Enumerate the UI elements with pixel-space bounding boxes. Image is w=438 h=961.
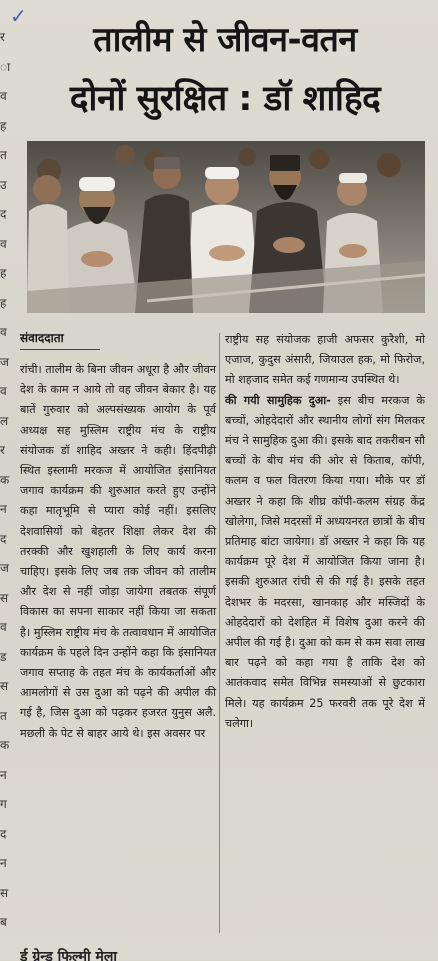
fragment-char: क — [0, 738, 10, 752]
headline-line-2: दोनों सुरक्षित : डॉ शाहिद — [69, 79, 381, 119]
article-subhead: की गयी सामुहिक दुआ- — [225, 393, 331, 407]
fragment-char: व — [0, 325, 7, 339]
fragment-char: ड — [0, 649, 7, 664]
event-photo — [27, 141, 425, 313]
fragment-char: उ — [0, 177, 7, 192]
checkmark-icon: ✓ — [10, 4, 27, 28]
fragment-char: द — [0, 531, 7, 546]
event-photo-illustration — [27, 141, 425, 313]
fragment-char: व — [0, 620, 7, 634]
fragment-char: ल — [0, 413, 9, 428]
fragment-char: ब — [0, 915, 7, 929]
fragment-char: व — [0, 236, 7, 251]
fragment-char: त — [0, 148, 7, 162]
fragment-char: द — [0, 826, 7, 841]
fragment-char: ह — [0, 118, 7, 133]
article-paragraph-right-2 — [225, 391, 425, 734]
column-divider — [219, 333, 220, 933]
headline-line-1: तालीम से जीवन-वतन — [93, 20, 357, 60]
fragment-char: ा — [0, 59, 11, 74]
article-paragraph-right-2-text: इस बीच मरकज के बच्चों, ओहदेदारों और स्थानीय लोगों संग मिलकर मंच ने सामुहिक दुआ की। इसके बाद तकरीबन सौ बच्चों के बीच मंच की ओर से किताब, कॉपी, कलम व फल वितरण किया गया। मौके पर डॉ अख्तर ने कहा कि शीघ्र कॉपी-कलम संग्रह केंद्र खोलेगा, जिसे मदरसों में अध्ययनरत छात्रों के बीच प्रतिमाह बांटा जायेगा। डॉ अख्तर ने कहा कि यह कार्यक्रम पूरे देश में आयोजित किया जाना है। इसकी शुरुआत रांची से की गई है। इसके तहत देशभर के मदरसा, खानकाह और मस्जिदों के ओहदेदारों को देशहित में विशेष दुआ करने की अपील की गई है। दुआ को कम से कम सवा लाख बार पढ़ने को कहा गया है ताकि देश को आतंकवाद समेत विभिन्न समस्याओं से छुटकारा मिले। यह कार्यक्रम 25 फरवरी तक पूरे देश में चलेगा। — [225, 393, 425, 730]
article-left-column — [20, 330, 216, 744]
fragment-char: त — [0, 708, 7, 723]
fragment-char: क — [0, 472, 10, 487]
article-paragraph-left: रांची। तालीम के बिना जीवन अधूरा है और जीवन देश के काम न आये तो वह जीवन बेकार है। यह बातें गुरुवार को अल्पसंख्यक आयोग के पूर्व अध्यक्ष सह मुस्लिम राष्ट्रीय मंच के राष्ट्रीय संयोजक डॉ शाहिद अख्तर ने कही। हिंदपीढ़ी स्थित इस्लामी मरकज में आयोजित इंसानियत जगाव कार्यक्रम की शुरुआत करते हुए उन्होंने कहा मातृभूमि से प्यारा कोई नहीं। इसलिए देशवासियों को बेहतर शिक्षा लेकर देश की तरक्की और खुशहाली के लिए कार्य करना चाहिए। इसके लिए जब तक जीवन को तालीम और देश से नहीं जोड़ा जायेगा तबतक संपूर्ण विकास का सपना साकार नहीं किया जा सकता है। मुस्लिम राष्ट्रीय मंच के तत्वावधान में आयोजित कार्यक्रम के पहले दिन उन्होंने कहा कि इंसानियत जगाव सप्ताह के तहत मंच के कार्यकर्ताओं और आमलोगों से उस दुआ को पढ़ने की अपील की गई है, जिस दुआ को पढ़कर हजरत युनुस अलै. मछली के पेट से बाहर आये थे। इस अवसर पर — [20, 363, 216, 740]
adjacent-column-fragment — [0, 30, 16, 950]
fragment-char: न — [0, 502, 7, 516]
fragment-char: द — [0, 207, 7, 221]
article-right-column — [225, 330, 425, 734]
fragment-char: स — [0, 590, 9, 605]
fragment-char: र — [0, 443, 5, 457]
fragment-char: ह — [0, 295, 7, 310]
fragment-char: ज — [0, 354, 9, 369]
fragment-char: स — [0, 885, 9, 900]
byline: संवाददाता — [20, 330, 100, 350]
next-article-fragment: र्ड ग्रेन्ड फिल्मी मेला — [20, 949, 117, 961]
fragment-char: ग — [0, 797, 7, 811]
fragment-char: न — [0, 767, 7, 782]
article-paragraph-right-1: राष्ट्रीय सह संयोजक हाजी अफसर कुरैशी, मो एजाज, कुदुस अंसारी, जियाउल हक, मो फिरोज, मो शहजाद समेत कई गणमान्य उपस्थित थे। — [225, 333, 425, 387]
fragment-char: न — [0, 856, 7, 870]
fragment-char: स — [0, 679, 9, 693]
fragment-char: व — [0, 89, 7, 103]
fragment-char: ज — [0, 561, 9, 575]
fragment-char: ह — [0, 266, 7, 280]
fragment-char: र — [0, 30, 5, 44]
fragment-char: व — [0, 384, 7, 398]
